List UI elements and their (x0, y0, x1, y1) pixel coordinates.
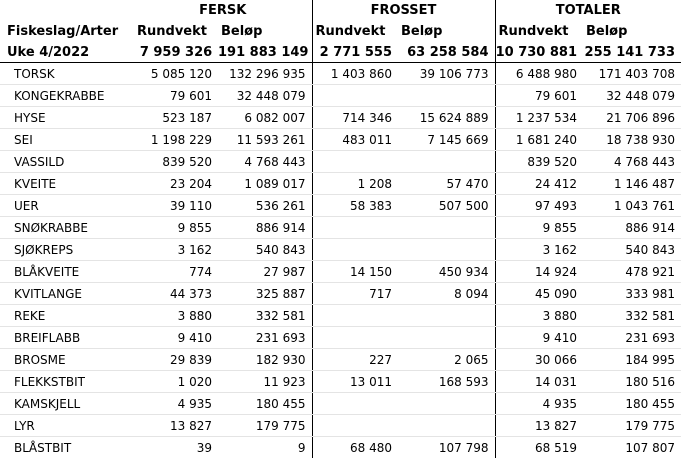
cell-frosset-belop (398, 217, 495, 239)
table-body (0, 63, 681, 458)
group-header-totaler: TOTALER (495, 0, 681, 21)
table-row (0, 129, 681, 151)
cell-totaler-rundvekt: 13 827 (495, 415, 583, 437)
cell-totaler-belop: 886 914 (583, 217, 681, 239)
cell-frosset-rundvekt: 227 (312, 349, 398, 371)
cell-fersk-belop: 540 843 (218, 239, 312, 261)
cell-fersk-belop: 182 930 (218, 349, 312, 371)
cell-frosset-rundvekt: 483 011 (312, 129, 398, 151)
cell-frosset-rundvekt: 1 403 860 (312, 63, 398, 85)
cell-totaler-belop: 171 403 708 (583, 63, 681, 85)
cell-fersk-rundvekt: 9 410 (134, 327, 218, 349)
col-header-totaler-belop: Beløp (583, 21, 681, 42)
cell-frosset-rundvekt (312, 415, 398, 437)
cell-totaler-belop: 107 807 (583, 437, 681, 458)
cell-totaler-belop: 180 516 (583, 371, 681, 393)
cell-totaler-belop: 1 043 761 (583, 195, 681, 217)
cell-totaler-rundvekt: 6 488 980 (495, 63, 583, 85)
cell-fersk-belop: 886 914 (218, 217, 312, 239)
species-name: BLÅSTBIT (0, 437, 134, 458)
cell-totaler-belop: 180 455 (583, 393, 681, 415)
table-row (0, 305, 681, 327)
table-row (0, 393, 681, 415)
cell-totaler-rundvekt: 1 237 534 (495, 107, 583, 129)
cell-totaler-rundvekt: 97 493 (495, 195, 583, 217)
cell-frosset-rundvekt (312, 217, 398, 239)
cell-frosset-belop: 57 470 (398, 173, 495, 195)
table-row (0, 327, 681, 349)
cell-frosset-belop: 107 798 (398, 437, 495, 458)
total-totaler-rundvekt: 10 730 881 (495, 42, 583, 63)
species-name: KVITLANGE (0, 283, 134, 305)
cell-fersk-belop: 536 261 (218, 195, 312, 217)
cell-frosset-rundvekt: 1 208 (312, 173, 398, 195)
cell-frosset-belop: 39 106 773 (398, 63, 495, 85)
species-name: FLEKKSTBIT (0, 371, 134, 393)
table-row (0, 261, 681, 283)
species-name: BROSME (0, 349, 134, 371)
species-name: HYSE (0, 107, 134, 129)
species-name: VASSILD (0, 151, 134, 173)
cell-fersk-rundvekt: 774 (134, 261, 218, 283)
cell-frosset-belop: 15 624 889 (398, 107, 495, 129)
cell-fersk-rundvekt: 39 (134, 437, 218, 458)
cell-fersk-belop: 6 082 007 (218, 107, 312, 129)
species-name: BREIFLABB (0, 327, 134, 349)
cell-frosset-belop (398, 415, 495, 437)
table-row (0, 371, 681, 393)
cell-totaler-rundvekt: 30 066 (495, 349, 583, 371)
table-row (0, 437, 681, 458)
cell-totaler-belop: 18 738 930 (583, 129, 681, 151)
cell-frosset-rundvekt (312, 393, 398, 415)
week-label: Uke 4/2022 (0, 42, 134, 63)
cell-frosset-rundvekt: 13 011 (312, 371, 398, 393)
species-name: KVEITE (0, 173, 134, 195)
cell-fersk-belop: 179 775 (218, 415, 312, 437)
cell-fersk-rundvekt: 1 020 (134, 371, 218, 393)
cell-frosset-belop (398, 85, 495, 107)
cell-frosset-belop: 2 065 (398, 349, 495, 371)
cell-frosset-belop (398, 393, 495, 415)
cell-totaler-belop: 231 693 (583, 327, 681, 349)
cell-fersk-rundvekt: 39 110 (134, 195, 218, 217)
cell-frosset-rundvekt: 714 346 (312, 107, 398, 129)
total-fersk-belop: 191 883 149 (218, 42, 312, 63)
cell-frosset-rundvekt (312, 151, 398, 173)
label-column-header: Fiskeslag/Arter (0, 21, 134, 42)
cell-totaler-rundvekt: 9 410 (495, 327, 583, 349)
cell-frosset-belop: 8 094 (398, 283, 495, 305)
cell-fersk-belop: 11 593 261 (218, 129, 312, 151)
cell-fersk-rundvekt: 839 520 (134, 151, 218, 173)
table-row (0, 415, 681, 437)
cell-totaler-rundvekt: 45 090 (495, 283, 583, 305)
table-row (0, 173, 681, 195)
cell-totaler-belop: 179 775 (583, 415, 681, 437)
species-name: TORSK (0, 63, 134, 85)
cell-fersk-rundvekt: 13 827 (134, 415, 218, 437)
totals-row (0, 42, 681, 63)
cell-totaler-rundvekt: 68 519 (495, 437, 583, 458)
col-header-fersk-belop: Beløp (218, 21, 312, 42)
cell-totaler-belop: 333 981 (583, 283, 681, 305)
group-header-fersk: FERSK (134, 0, 312, 21)
cell-fersk-belop: 325 887 (218, 283, 312, 305)
cell-fersk-belop: 4 768 443 (218, 151, 312, 173)
corner-cell (0, 0, 134, 21)
cell-totaler-belop: 540 843 (583, 239, 681, 261)
total-frosset-rundvekt: 2 771 555 (312, 42, 398, 63)
subheader-row (0, 21, 681, 42)
group-header-row (0, 0, 681, 21)
species-name: SEI (0, 129, 134, 151)
cell-totaler-belop: 184 995 (583, 349, 681, 371)
cell-fersk-rundvekt: 29 839 (134, 349, 218, 371)
species-name: KAMSKJELL (0, 393, 134, 415)
cell-fersk-belop: 1 089 017 (218, 173, 312, 195)
cell-totaler-rundvekt: 24 412 (495, 173, 583, 195)
species-name: LYR (0, 415, 134, 437)
cell-frosset-rundvekt (312, 239, 398, 261)
cell-fersk-rundvekt: 23 204 (134, 173, 218, 195)
species-name: KONGEKRABBE (0, 85, 134, 107)
cell-frosset-rundvekt: 58 383 (312, 195, 398, 217)
cell-fersk-belop: 9 (218, 437, 312, 458)
species-name: UER (0, 195, 134, 217)
total-frosset-belop: 63 258 584 (398, 42, 495, 63)
table-row (0, 239, 681, 261)
cell-totaler-rundvekt: 4 935 (495, 393, 583, 415)
cell-totaler-rundvekt: 839 520 (495, 151, 583, 173)
total-totaler-belop: 255 141 733 (583, 42, 681, 63)
cell-fersk-rundvekt: 79 601 (134, 85, 218, 107)
cell-fersk-rundvekt: 44 373 (134, 283, 218, 305)
cell-fersk-belop: 27 987 (218, 261, 312, 283)
table-row (0, 107, 681, 129)
cell-fersk-rundvekt: 3 162 (134, 239, 218, 261)
cell-fersk-belop: 332 581 (218, 305, 312, 327)
cell-totaler-rundvekt: 9 855 (495, 217, 583, 239)
total-fersk-rundvekt: 7 959 326 (134, 42, 218, 63)
cell-frosset-belop (398, 151, 495, 173)
species-name: BLÅKVEITE (0, 261, 134, 283)
cell-frosset-belop (398, 327, 495, 349)
cell-totaler-rundvekt: 1 681 240 (495, 129, 583, 151)
cell-frosset-belop: 7 145 669 (398, 129, 495, 151)
cell-fersk-rundvekt: 5 085 120 (134, 63, 218, 85)
cell-totaler-belop: 32 448 079 (583, 85, 681, 107)
cell-totaler-rundvekt: 14 924 (495, 261, 583, 283)
table-header (0, 0, 681, 63)
species-name: REKE (0, 305, 134, 327)
cell-totaler-rundvekt: 14 031 (495, 371, 583, 393)
table-row (0, 195, 681, 217)
cell-frosset-rundvekt (312, 305, 398, 327)
cell-frosset-belop: 168 593 (398, 371, 495, 393)
cell-frosset-belop (398, 305, 495, 327)
cell-frosset-rundvekt (312, 327, 398, 349)
col-header-frosset-belop: Beløp (398, 21, 495, 42)
cell-totaler-rundvekt: 3 880 (495, 305, 583, 327)
cell-totaler-rundvekt: 3 162 (495, 239, 583, 261)
cell-frosset-rundvekt (312, 85, 398, 107)
table-row (0, 283, 681, 305)
cell-fersk-belop: 32 448 079 (218, 85, 312, 107)
cell-totaler-belop: 478 921 (583, 261, 681, 283)
table-row (0, 217, 681, 239)
species-name: SNØKRABBE (0, 217, 134, 239)
col-header-fersk-rundvekt: Rundvekt (134, 21, 218, 42)
cell-frosset-rundvekt: 68 480 (312, 437, 398, 458)
table-row (0, 151, 681, 173)
cell-frosset-belop: 507 500 (398, 195, 495, 217)
cell-fersk-rundvekt: 523 187 (134, 107, 218, 129)
cell-frosset-belop (398, 239, 495, 261)
cell-fersk-rundvekt: 9 855 (134, 217, 218, 239)
cell-frosset-rundvekt: 717 (312, 283, 398, 305)
species-name: SJØKREPS (0, 239, 134, 261)
col-header-totaler-rundvekt: Rundvekt (495, 21, 583, 42)
cell-totaler-rundvekt: 79 601 (495, 85, 583, 107)
table-row (0, 63, 681, 85)
cell-fersk-belop: 231 693 (218, 327, 312, 349)
cell-totaler-belop: 1 146 487 (583, 173, 681, 195)
table-row (0, 85, 681, 107)
cell-totaler-belop: 21 706 896 (583, 107, 681, 129)
cell-fersk-belop: 132 296 935 (218, 63, 312, 85)
cell-fersk-rundvekt: 4 935 (134, 393, 218, 415)
col-header-frosset-rundvekt: Rundvekt (312, 21, 398, 42)
cell-fersk-rundvekt: 1 198 229 (134, 129, 218, 151)
cell-fersk-belop: 180 455 (218, 393, 312, 415)
cell-frosset-belop: 450 934 (398, 261, 495, 283)
cell-totaler-belop: 4 768 443 (583, 151, 681, 173)
group-header-frosset: FROSSET (312, 0, 495, 21)
cell-fersk-belop: 11 923 (218, 371, 312, 393)
cell-totaler-belop: 332 581 (583, 305, 681, 327)
table-row (0, 349, 681, 371)
cell-frosset-rundvekt: 14 150 (312, 261, 398, 283)
cell-fersk-rundvekt: 3 880 (134, 305, 218, 327)
